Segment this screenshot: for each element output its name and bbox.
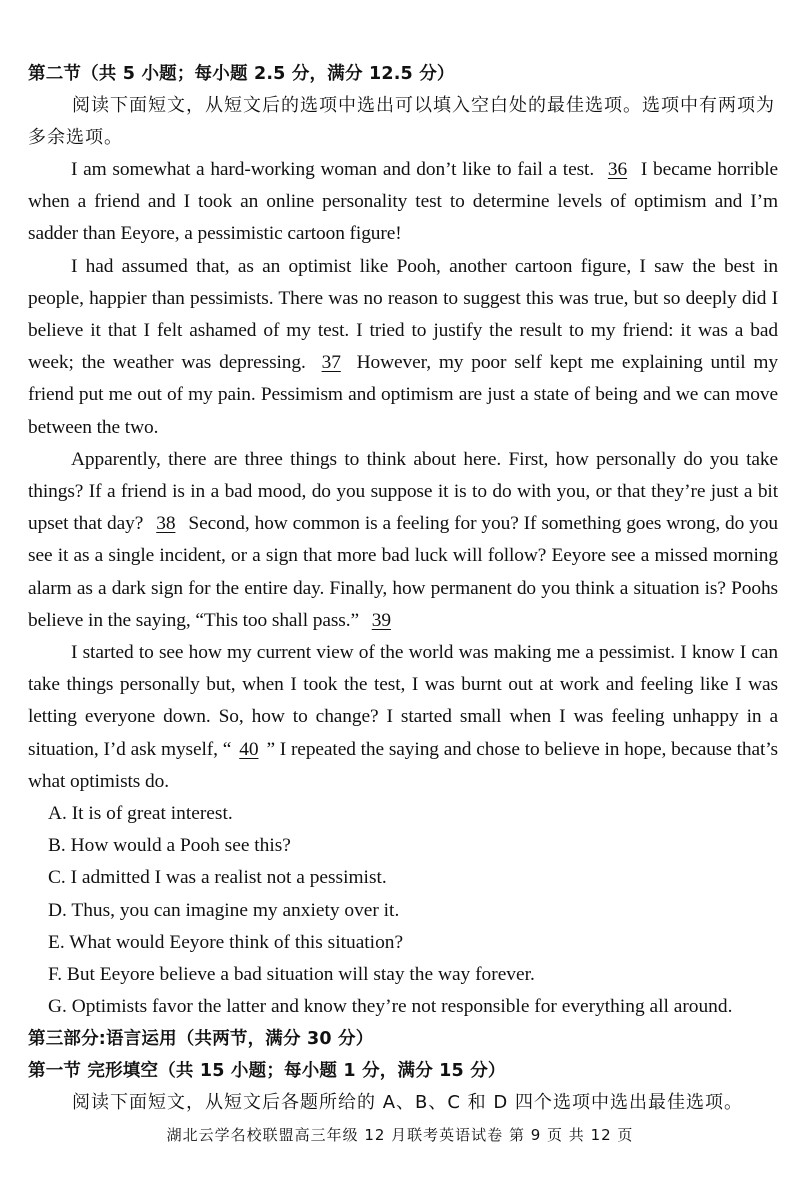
- option-g: G. Optimists favor the latter and know they’re not responsible for everything all around.: [48, 996, 733, 1018]
- cloze-instruction: 阅读下面短文，从短文后各题所给的 A、B、C 和 D 四个选项中选出最佳选项。: [72, 1092, 743, 1114]
- passage-paragraph-4: I started to see how my current view of the world was making me a pessimist. I know I can take things personally but, when I took the test, I was burnt out at work and feeling like I was letting everyone down. So, how to change? I started small when I was feeling unhappy in a situation, I’d ask myself, “ 40 ” I repeated the saying and chose to believe in hope, because that’s what optimists do.: [28, 642, 778, 792]
- section-heading: 第二节（共 5 小题；每小题 2.5 分，满分 12.5 分）: [28, 64, 455, 84]
- blank-38: 38: [156, 513, 176, 535]
- blank-36: 36: [607, 159, 628, 180]
- options-list: [28, 798, 778, 1023]
- option-d: D. Thus, you can imagine my anxiety over it.: [48, 899, 400, 921]
- blank-39: 39: [371, 609, 391, 631]
- option-b: B. How would a Pooh see this?: [48, 835, 291, 857]
- passage-paragraph-3: Apparently, there are three things to think about here. First, how personally do you take things? If a friend is in a bad mood, do you suppose it is to do with you, or that they’re just a bit upset that day? 38 Second, how common is a feeling for you? If something goes wrong, do you see it as a single incident, or a sign that more bad luck will follow? Eeyore see a missed morning alarm as a dark sign for the entire day. Finally, how permanent do you think a situation is? Poohs believe in the saying, “This too shall pass.” 39: [28, 444, 778, 637]
- option-c: C. I admitted I was a realist not a pessimist.: [48, 867, 387, 889]
- option-e: E. What would Eeyore think of this situation?: [48, 931, 404, 953]
- passage-paragraph-1: I am somewhat a hard-working woman and don’t like to fail a test. 36 I became horrible when a friend and I took an online personality test to determine levels of optimism and I’m sadder than Eeyore, a pessimistic cartoon figure!: [28, 154, 778, 251]
- blank-40: 40: [239, 738, 259, 760]
- option-f: F. But Eeyore believe a bad situation will stay the way forever.: [48, 964, 535, 986]
- cloze-heading: 第一节 完形填空（共 15 小题；每小题 1 分，满分 15 分）: [28, 1061, 506, 1082]
- option-a: A. It is of great interest.: [48, 803, 233, 825]
- section-instruction: 阅读下面短文，从短文后的选项中选出可以填入空白处的最佳选项。选项中有两项为多余选项。: [28, 95, 775, 148]
- blank-37: 37: [321, 352, 341, 374]
- passage-paragraph-2: I had assumed that, as an optimist like Pooh, another cartoon figure, I saw the best in people, happier than pessimists. There was no reason to suggest this was true, but so deeply did I believe it that I felt ashamed of my test. I tried to justify the result to my friend: it was a bad week; the weather was depressing. 37 However, my poor self kept me explaining until my friend put me out of my pain. Pessimism and optimism are just a state of being and we can move between the two.: [28, 255, 778, 438]
- part-heading: 第三部分:语言运用（共两节，满分 30 分）: [28, 1029, 374, 1050]
- page-footer: 湖北云学名校联盟高三年级 12 月联考英语试卷 第 9 页 共 12 页: [166, 1126, 634, 1144]
